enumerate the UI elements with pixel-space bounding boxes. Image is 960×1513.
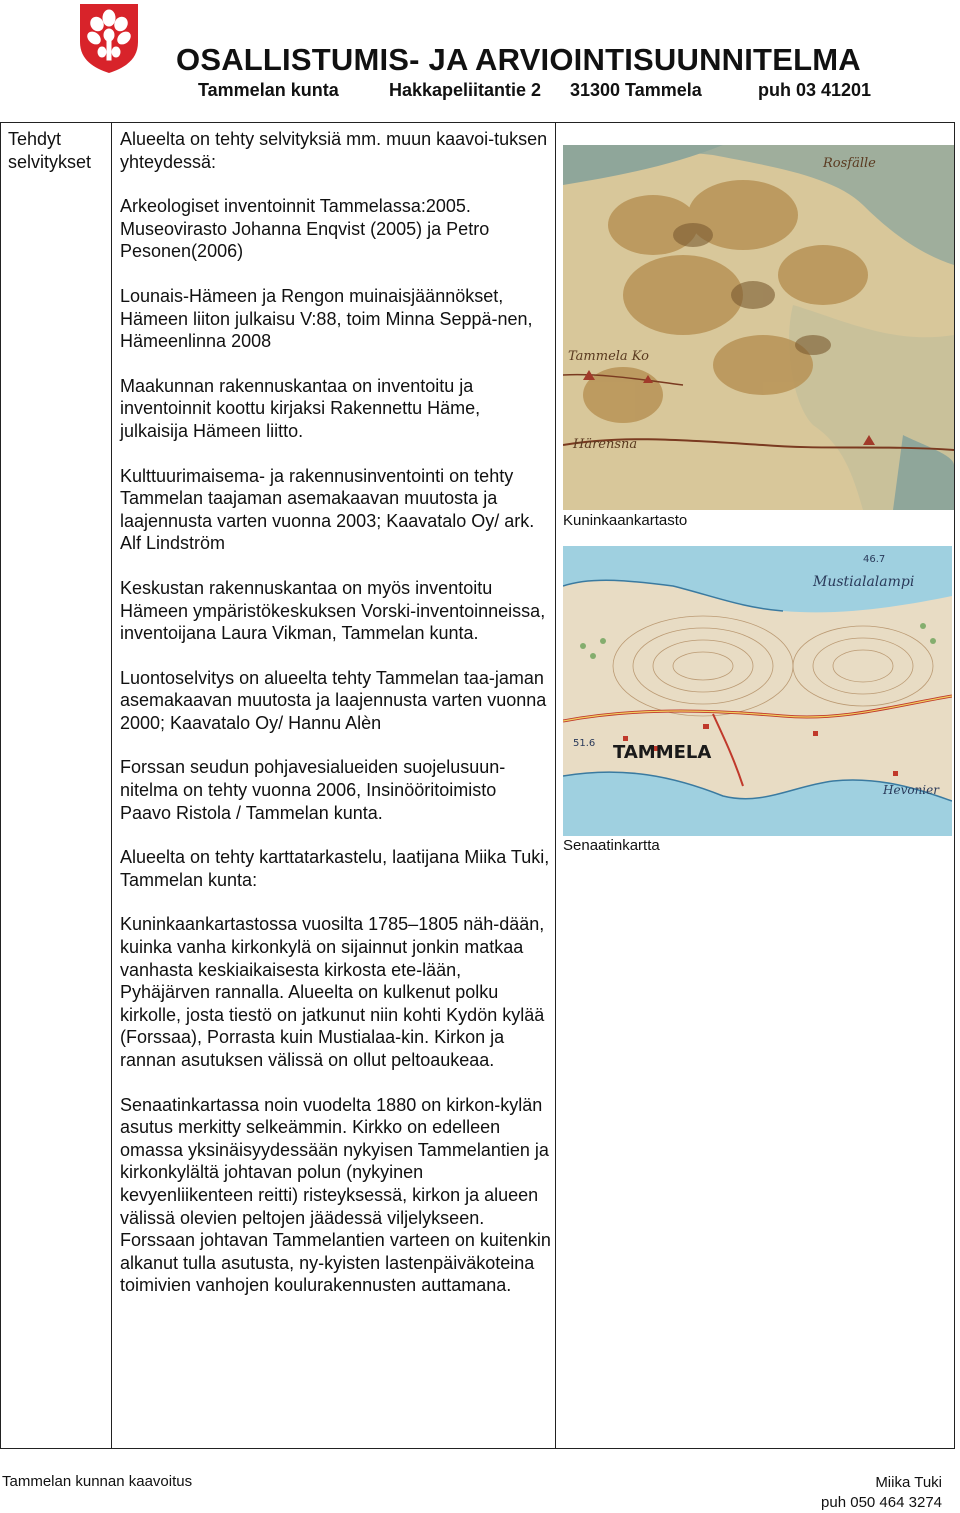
paragraph: Arkeologiset inventoinnit Tammelassa:2005. Museovirasto Johanna Enqvist (2005) ja Petro Pesonen(2006) <box>120 196 490 262</box>
footer-contact <box>821 1473 942 1513</box>
table-divider-2 <box>555 122 556 1449</box>
map2-label: 46.7 <box>863 554 886 565</box>
section-body <box>120 128 552 1319</box>
map1-label: Rosfälle <box>823 156 876 171</box>
paragraph: Kulttuurimaisema- ja rakennusinventointi on tehty Tammelan taajaman asemakaavan muutosta ja laajennusta varten vuonna 2003; Kaavatalo Oy/ ark. Alf Lindström <box>120 465 535 554</box>
map1-label: Tammela Ko <box>568 349 649 364</box>
map2-label: Mustialalampi <box>813 574 915 590</box>
paragraph: Keskustan rakennuskantaa on myös inventoitu Hämeen ympäristökeskuksen Vorski-inventoinneissa, inventoijana Laura Vikman, Tammelan kunta. <box>120 577 546 644</box>
footer-department: Tammelan kunnan kaavoitus <box>2 1473 193 1490</box>
footer-author: Miika Tuki <box>875 1474 942 1491</box>
paragraph: Senaatinkartassa noin vuodelta 1880 on kirkon-kylän asutus merkitty selkeämmin. Kirkko on edelleen omassa yksinäisyydessään nykyisen Tammelantien ja kirkonkylältä johtavan polun (nykyinen kevyenliikenteen reitti) risteyksessä, kirkon ja alueen välissä olevien peltojen jäädessä viljelykseen. Forssaan johtavan Tammelantien varteen on kuitenkin alkanut tulla asutusta, ny-kyisten lastenpäiväkoteina toimivien vanhojen koulurakennusten auttamana. <box>120 1094 551 1296</box>
map2-caption: Senaatinkartta <box>563 837 660 854</box>
map2-label: 51.6 <box>573 738 596 749</box>
header-postal: 31300 Tammela <box>570 80 702 100</box>
map1-caption: Kuninkaankartasto <box>563 512 688 529</box>
map2-label: TAMMELA <box>613 742 712 763</box>
coat-of-arms-logo <box>78 2 140 74</box>
header-address: Hakkapeliitantie 2 <box>389 80 542 100</box>
map2-label: Hevonier <box>883 783 939 797</box>
table-divider-1 <box>111 122 112 1449</box>
kuninkaankartasto-map <box>563 145 954 510</box>
paragraph: Maakunnan rakennuskantaa on inventoitu ja inventoinnit koottu kirjaksi Rakennettu Häme, julkaisija Hämeen liitto. <box>120 375 481 441</box>
paragraph: Kuninkaankartastossa vuosilta 1785–1805 näh-dään, kuinka vanha kirkonkylä on sijainnut jonkin matkaa vanhasta keskiaikaisesta kirkosta ete-lään, Pyhäjärven rannalla. Alueelta on kulkenut polku kirkolle, josta tiestö on jatkunut niin kohti Kydön kylää (Forssaa), Porrasta kuin Mustialaa-kin. Kirkon ja rannan asutuksen välissä on ollut peltoaukeaa. <box>120 914 545 1070</box>
senaatinkartta-map <box>563 546 952 836</box>
section-label: Tehdyt selvitykset <box>8 129 92 172</box>
header-phone: puh 03 41201 <box>758 80 872 100</box>
paragraph: Alueelta on tehty karttatarkastelu, laatijana Miika Tuki, Tammelan kunta: <box>120 847 550 890</box>
document-title: OSALLISTUMIS- JA ARVIOINTISUUNNITELMA <box>176 42 861 77</box>
map1-label: Härensna <box>573 437 638 452</box>
paragraph: Lounais-Hämeen ja Rengon muinaisjäännökset, Hämeen liiton julkaisu V:88, toim Minna Seppä-nen, Hämeenlinna 2008 <box>120 285 533 352</box>
footer-phone: puh 050 464 3274 <box>821 1494 942 1511</box>
header-org: Tammelan kunta <box>198 80 339 100</box>
paragraph: Forssan seudun pohjavesialueiden suojelusuun-nitelma on tehty vuonna 2006, Insinööritoimisto Paavo Ristola / Tammelan kunta. <box>120 757 506 823</box>
paragraph: Luontoselvitys on alueelta tehty Tammelan taa-jaman asemakaavan muutosta ja laajennusta varten vuonna 2000; Kaavatalo Oy/ Hannu Alèn <box>120 667 547 733</box>
paragraph: Alueelta on tehty selvityksiä mm. muun kaavoi-tuksen yhteydessä: <box>120 129 548 172</box>
